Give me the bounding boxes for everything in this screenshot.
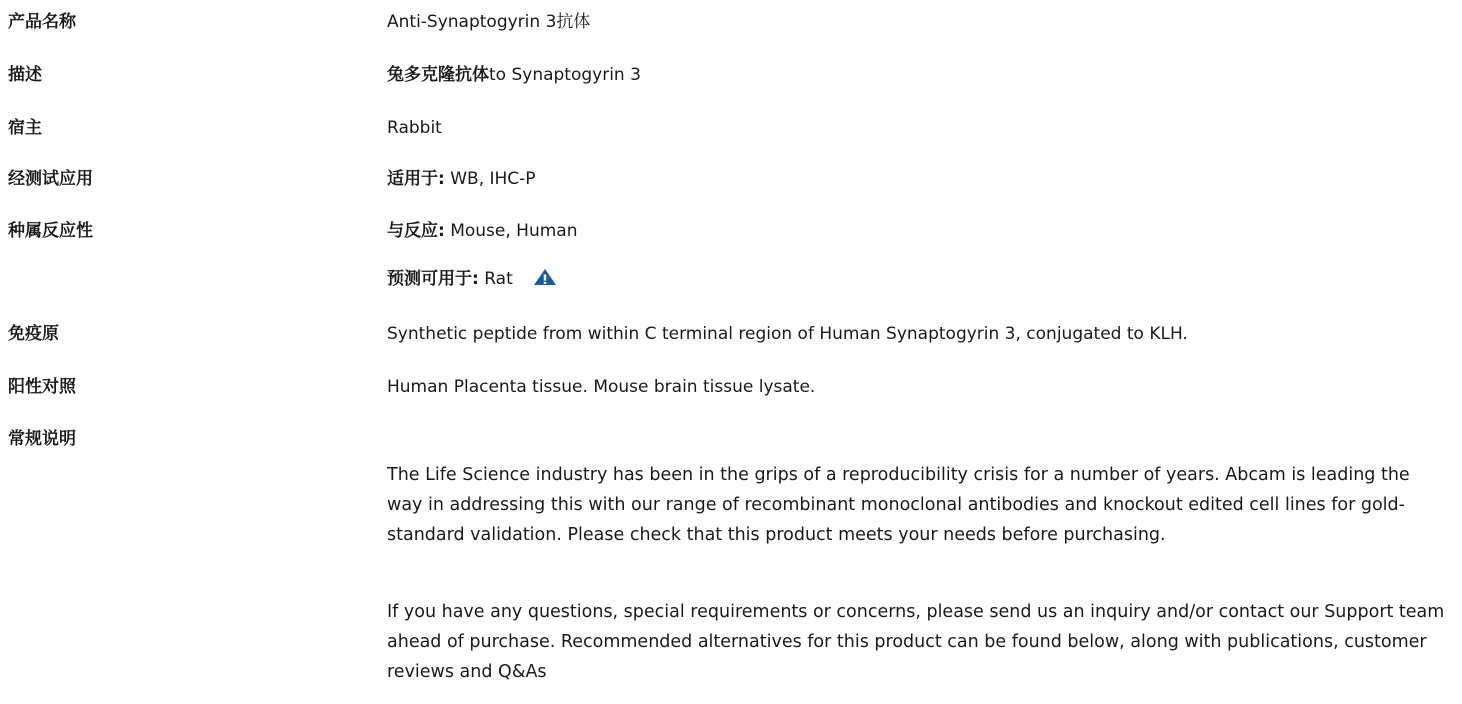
warning-triangle-icon[interactable]	[533, 268, 557, 292]
general-notes-paragraph-1: The Life Science industry has been in the grips of a reproducibility crisis for a number of years. Abcam is leading the way in addressing this with our range of recombinant monoclonal antibodies and knockout edited cell lines for gold-standard validation. Please check that this product meets your needs before purchasing.	[387, 465, 1410, 545]
general-notes-paragraph-2: If you have any questions, special requirements or concerns, please send us an inquiry and/or contact our Support team ahead of purchase. Recommended alternatives for this product can be found below, along with publications, customer reviews and Q&As	[387, 602, 1445, 682]
value-description	[387, 64, 641, 86]
description-bold: 兔多克隆抗体	[387, 65, 489, 85]
value-positive-control: Human Placenta tissue. Mouse brain tissue lysate.	[387, 377, 816, 397]
label-host: 宿主	[8, 118, 42, 138]
value-immunogen: Synthetic peptide from within C terminal region of Human Synaptogyrin 3, conjugated to KLH.	[387, 324, 1188, 344]
predicted-prefix: 预测可用于:	[387, 269, 479, 289]
value-host: Rabbit	[387, 118, 442, 138]
description-rest: to Synaptogyrin 3	[489, 65, 641, 85]
label-tested-applications: 经测试应用	[8, 169, 93, 189]
label-positive-control: 阳性对照	[8, 377, 76, 397]
label-immunogen: 免疫原	[8, 324, 59, 344]
label-product-name: 产品名称	[8, 12, 76, 32]
value-species-predicted	[387, 268, 557, 292]
label-species-reactivity: 种属反应性	[8, 221, 93, 241]
value-product-name: Anti-Synaptogyrin 3抗体	[387, 12, 591, 32]
predicted-species: Rat	[478, 269, 513, 289]
label-description: 描述	[8, 65, 42, 85]
tested-applications-prefix: 适用于:	[387, 169, 445, 189]
reacts-species: Mouse, Human	[444, 221, 578, 241]
tested-applications-list: WB, IHC-P	[444, 169, 536, 189]
reacts-prefix: 与反应:	[387, 221, 445, 241]
value-species-reacts	[387, 220, 578, 242]
value-tested-applications	[387, 168, 536, 190]
label-general-notes: 常规说明	[8, 429, 76, 449]
